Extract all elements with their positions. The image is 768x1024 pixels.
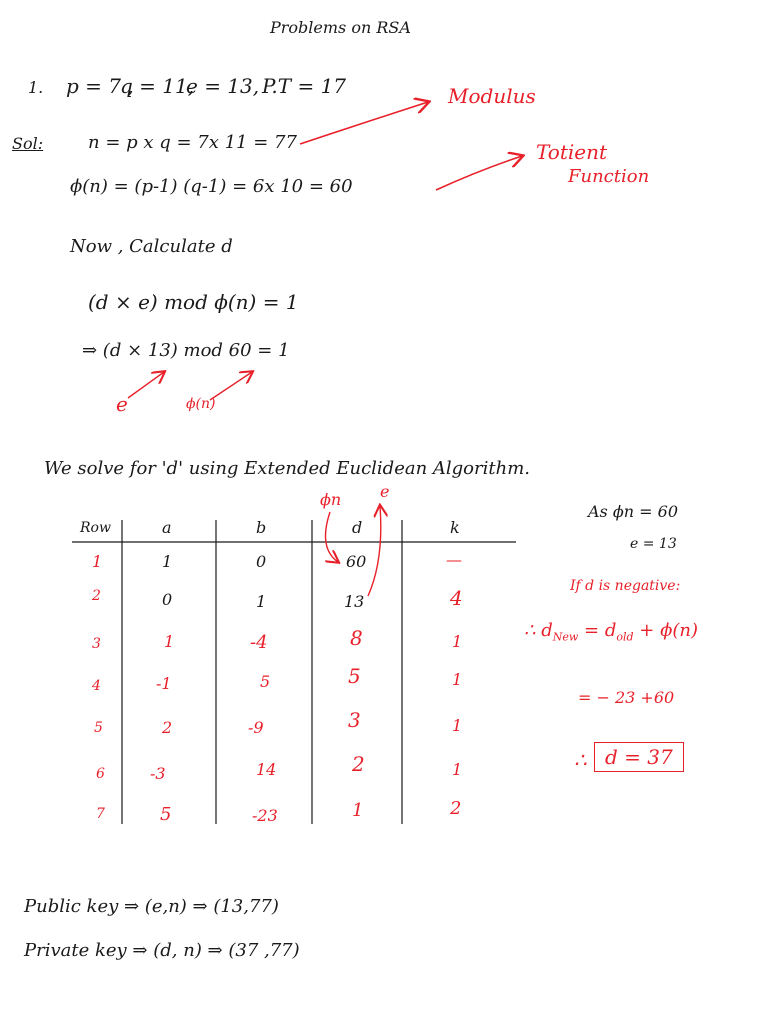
row-index: 5 (94, 720, 103, 736)
cell-a: -3 (150, 764, 166, 783)
cell-d: 2 (352, 752, 365, 776)
d-new-formula (524, 620, 698, 644)
header-d: d (352, 518, 363, 537)
cell-d: 5 (348, 664, 361, 688)
problem-e: e = 13, (186, 74, 260, 98)
modulus-label: Modulus (448, 84, 536, 108)
e-table-annotation: e (380, 482, 390, 501)
row-index: 7 (96, 806, 105, 822)
extended-euclidean-sentence: We solve for 'd' using Extended Euclidean Algorithm. (44, 458, 530, 479)
row-index: 3 (92, 636, 101, 652)
cell-k: 2 (450, 798, 462, 819)
problem-pt: P.T = 17 (262, 74, 347, 98)
cell-k: 1 (452, 670, 463, 689)
phi-arrow (210, 372, 252, 400)
result-box: d = 37 (594, 742, 684, 772)
header-k: k (450, 518, 460, 537)
side-note-phi: As ϕn = 60 (588, 502, 678, 521)
e-arrow (128, 372, 164, 398)
therefore-symbol-2: ∴ (574, 748, 587, 772)
cell-d: 3 (348, 708, 361, 732)
side-note-if-negative: If d is negative: (570, 578, 681, 594)
cell-a: 5 (160, 804, 172, 825)
phi-equation: ϕ(n) = (p-1) (q-1) = 6x 10 = 60 (70, 176, 353, 197)
modulus-arrow (300, 102, 428, 144)
plus-phi: + ϕ(n) (639, 620, 698, 641)
e-curve-arrow (368, 506, 381, 596)
now-calculate-d: Now , Calculate d (70, 236, 233, 257)
cell-a: 0 (162, 590, 173, 609)
cell-a: -1 (156, 674, 172, 693)
solution-label: Sol: (12, 134, 44, 153)
cell-d: 60 (346, 552, 367, 571)
header-a: a (162, 518, 172, 537)
phi-n-curve-arrow (326, 512, 339, 562)
header-row: Row (80, 520, 111, 536)
cell-a: 2 (162, 718, 173, 737)
cell-d: 13 (344, 592, 365, 611)
problem-p: p = 7 , (66, 74, 134, 98)
function-label: Function (568, 166, 650, 187)
old-subscript: old (616, 630, 634, 644)
cell-b: 5 (260, 672, 271, 691)
cell-a: 1 (162, 552, 173, 571)
totient-label: Totient (536, 140, 608, 164)
cell-k: 1 (452, 716, 463, 735)
cell-k: 4 (450, 586, 463, 610)
cell-a: 1 (164, 632, 175, 651)
row-index: 1 (92, 552, 103, 571)
cell-k: — (446, 550, 462, 569)
e-annotation: e (116, 392, 128, 416)
calculation: = − 23 +60 (578, 688, 675, 707)
problem-number: 1. (28, 78, 44, 97)
row-index: 4 (92, 678, 101, 694)
therefore-symbol: ∴ (524, 620, 536, 641)
cell-k: 1 (452, 632, 463, 651)
cell-b: 14 (256, 760, 277, 779)
phi-annotation: ϕ(n) (186, 396, 216, 412)
row-index: 2 (92, 588, 101, 604)
problem-q: q = 11, (120, 74, 195, 98)
cell-b: -9 (248, 718, 264, 737)
cell-d: 1 (352, 800, 364, 821)
equals-sign: = (584, 620, 605, 641)
phi-n-annotation: ϕn (320, 490, 342, 509)
cell-b: 0 (256, 552, 267, 571)
d-symbol: d (541, 620, 553, 641)
cell-d: 8 (350, 626, 363, 650)
cell-b: 1 (256, 592, 267, 611)
new-subscript: New (552, 630, 579, 644)
header-b: b (256, 518, 267, 537)
n-equation: n = p x q = 7x 11 = 77 (88, 132, 297, 153)
cell-b: -4 (250, 632, 268, 653)
equation-1: (d × e) mod ϕ(n) = 1 (88, 290, 299, 314)
cell-b: -23 (252, 806, 278, 825)
totient-arrow (436, 156, 522, 190)
private-key: Private key ⇒ (d, n) ⇒ (37 ,77) (24, 940, 300, 961)
side-note-e: e = 13 (630, 536, 677, 552)
row-index: 6 (96, 766, 105, 782)
public-key: Public key ⇒ (e,n) ⇒ (13,77) (24, 896, 279, 917)
d-symbol: d (604, 620, 617, 641)
equation-2: ⇒ (d × 13) mod 60 = 1 (82, 340, 290, 361)
page-title: Problems on RSA (270, 18, 411, 37)
cell-k: 1 (452, 760, 463, 779)
